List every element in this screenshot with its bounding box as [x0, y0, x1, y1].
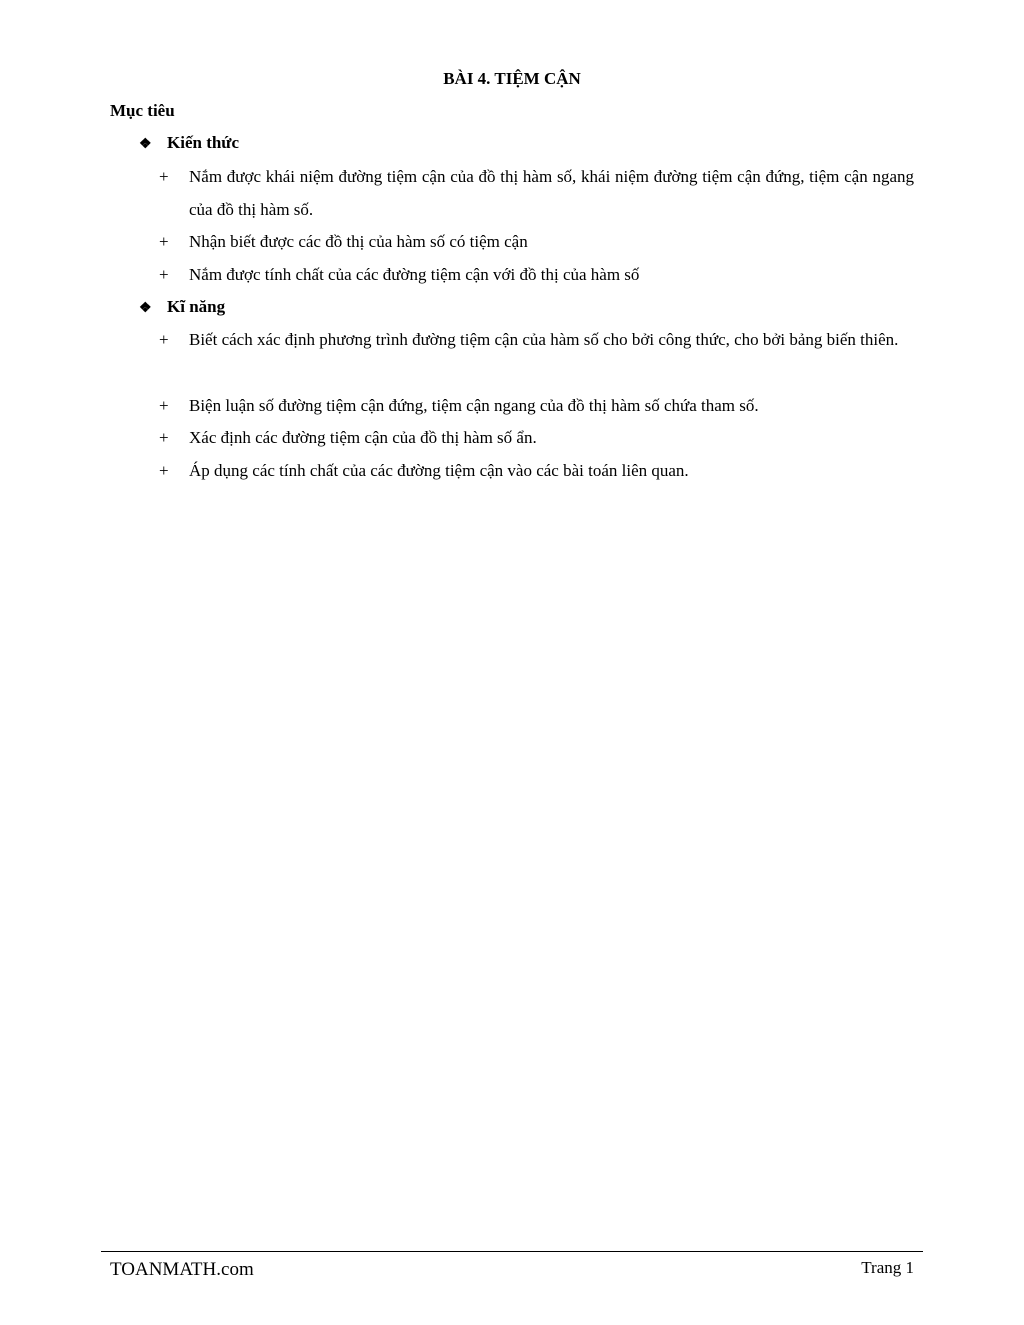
list-item — [159, 323, 914, 356]
section-heading-skills — [139, 296, 225, 320]
list-item — [159, 454, 914, 487]
section-heading-label: Kĩ năng — [167, 297, 226, 316]
plus-marker: + — [159, 265, 169, 284]
plus-marker: + — [159, 232, 169, 251]
list-item-text: Nhận biết được các đồ thị của hàm số có tiệm cận — [189, 232, 528, 251]
plus-marker: + — [159, 167, 169, 186]
section-heading-label: Kiến thức — [167, 133, 240, 152]
list-item — [159, 421, 914, 454]
list-item-text: Biện luận số đường tiệm cận đứng, tiệm cận ngang của đồ thị hàm số chứa tham số. — [189, 396, 759, 415]
list-item-text: Áp dụng các tính chất của các đường tiệm cận vào các bài toán liên quan. — [189, 461, 689, 480]
list-item-text: Nắm được khái niệm đường tiệm cận của đồ thị hàm số, khái niệm đường tiệm cận đứng, tiệm cận ngang của đồ thị hàm số. — [189, 167, 914, 219]
diamond-bullet-icon: ❖ — [139, 301, 152, 316]
list-item — [159, 258, 914, 291]
list-item — [159, 389, 914, 422]
section-heading-knowledge — [139, 132, 239, 156]
footer-divider — [101, 1251, 923, 1252]
footer-page-number: Trang 1 — [861, 1258, 914, 1277]
diamond-bullet-icon: ❖ — [139, 137, 152, 152]
list-item — [159, 160, 914, 226]
objectives-heading: Mục tiêu — [110, 101, 175, 120]
footer-site-name: TOANMATH.com — [110, 1259, 254, 1280]
plus-marker: + — [159, 461, 169, 480]
list-item-text: Xác định các đường tiệm cận của đồ thị hàm số ẩn. — [189, 428, 537, 447]
page-title: BÀI 4. TIỆM CẬN — [443, 69, 581, 88]
list-item-text: Biết cách xác định phương trình đường tiệm cận của hàm số cho bởi công thức, cho bởi bảng biến thiên. — [189, 330, 899, 349]
list-item-text: Nắm được tính chất của các đường tiệm cận với đồ thị của hàm số — [189, 265, 640, 284]
plus-marker: + — [159, 428, 169, 447]
plus-marker: + — [159, 396, 169, 415]
list-item — [159, 225, 914, 258]
plus-marker: + — [159, 330, 169, 349]
